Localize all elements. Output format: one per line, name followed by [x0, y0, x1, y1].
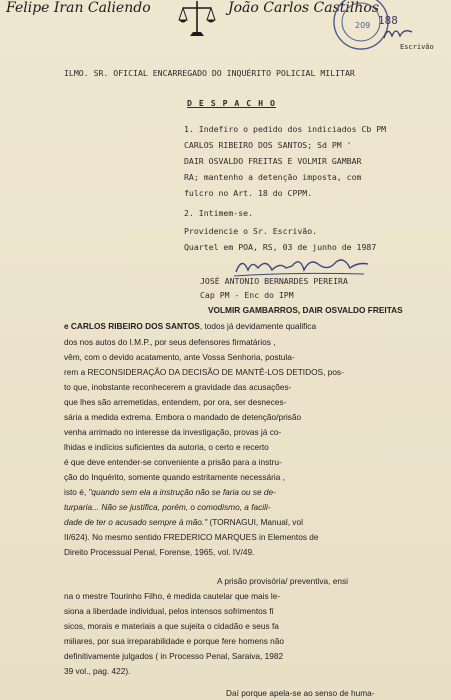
petition-line: é que deve entender-se conveniente a prisão para a instru- [64, 457, 282, 467]
letterhead-name-left: Felipe Iran Caliendo [6, 0, 151, 16]
paragraph-line: A prisão provisória/ preventiva, ensi [217, 576, 348, 586]
petition-line: II/624). No mesmo sentido FREDERICO MARQUES in Elementos de [64, 532, 319, 542]
petition-line: venha arrimado no interesse da investigação, provas já co- [64, 427, 282, 437]
address-line: ILMO. SR. OFICIAL ENCARREGADO DO INQUÉRITO POLICIAL MILITAR [64, 68, 355, 78]
petition-line: dos nos autos do I.M.P., por seus defensores firmatários , [64, 337, 276, 347]
despacho-title: D E S P A C H O [187, 98, 276, 108]
folio-number: 188 [378, 14, 398, 27]
last-line: Daí porque apela-se ao senso de huma- [226, 688, 375, 698]
petition-line: rem a RECONSIDERAÇÃO DA DECISÃO DE MANTÊ-LOS DETIDOS, pos- [64, 367, 344, 377]
petition-line [64, 321, 316, 331]
quote-text: dade de ter o acusado sempre à mão." [64, 517, 208, 527]
despacho-line: RA; mantenho a detenção imposta, com [184, 172, 362, 182]
petition-names-line: VOLMIR GAMBARROS, DAIR OSVALDO FREITAS [208, 305, 403, 315]
paragraph-line: sicos, morais e materiais a que sujeita o cidadão e seus fa [64, 621, 279, 631]
despacho-line: CARLOS RIBEIRO DOS SANTOS; Sd PM ' [184, 140, 352, 150]
paragraph-line: 39 vol., pag. 422). [64, 666, 131, 676]
petition-line: ção do Inquérito, somente quando estritamente necessária , [64, 472, 285, 482]
folio-initials-signature [382, 24, 416, 42]
petition-line: Direito Processual Penal, Forense, 1965, vol. IV/49. [64, 547, 255, 557]
paragraph-line: miliares, por sua irreparabilidade e porque fere homens não [64, 636, 284, 646]
quote-line [64, 502, 271, 512]
petition-line: vêm, com o devido acatamento, ante Vossa Senhoria, postula- [64, 352, 295, 362]
signer-role: Cap PM - Enc do IPM [200, 290, 294, 300]
paragraph-line: siona a liberdade individual, pelos intensos sofrimentos fí [64, 606, 274, 616]
escrivao-label: Escrivão [400, 43, 434, 51]
letterhead-name-right: João Carlos Castilhos [228, 0, 380, 16]
quote-text: "quando sem ela a instrução não se faria ou se de- [88, 487, 276, 497]
quote-line [64, 517, 303, 527]
quote-lead: isto é, [64, 487, 89, 497]
petition-line-bold: e CARLOS RIBEIRO DOS SANTOS [64, 321, 200, 331]
signer-name: JOSÉ ANTONIO BERNARDES PEREIRA [200, 276, 348, 286]
paragraph-line: definitivamente julgados ( in Processo Penal, Saraiva, 1982 [64, 651, 284, 661]
despacho-line: 1. Indefiro o pedido dos indiciados Cb PM [184, 124, 387, 134]
petition-line: lhidas e indícios suficientes da autoria, o certo e recerto [64, 442, 269, 452]
quote-citation: (TORNAGUI, Manual, vol [207, 517, 303, 527]
quote-text: turparia... Não se justifica, porém, o comodismo, a facili- [64, 502, 271, 512]
despacho-line: Providencie o Sr. Escrivão. [184, 226, 318, 236]
petition-line: que lhes são arremetidas, entendem, por ora, ser desneces- [64, 397, 287, 407]
despacho-line: fulcro no Art. 18 do CPPM. [184, 188, 313, 198]
despacho-line: DAIR OSVALDO FREITAS E VOLMIR GAMBAR [184, 156, 362, 166]
despacho-line: 2. Intimem-se. [184, 208, 254, 218]
quote-line [64, 487, 276, 497]
svg-text:209: 209 [355, 21, 371, 30]
scales-of-justice-icon [178, 0, 216, 40]
petition-line: sária a medida extrema. Embora o mandado de detenção/prisão [64, 412, 302, 422]
petition-line: to que, inobstante reconhecerem a gravidade das acusações- [64, 382, 292, 392]
petition-line-rest: , todos já devidamente qualifica [199, 321, 317, 331]
paragraph-line: na o mestre Tourinho Filho, é medida cautelar que mais le- [64, 591, 281, 601]
despacho-line: Quartel em POA, RS, 03 de junho de 1987 [184, 242, 377, 252]
